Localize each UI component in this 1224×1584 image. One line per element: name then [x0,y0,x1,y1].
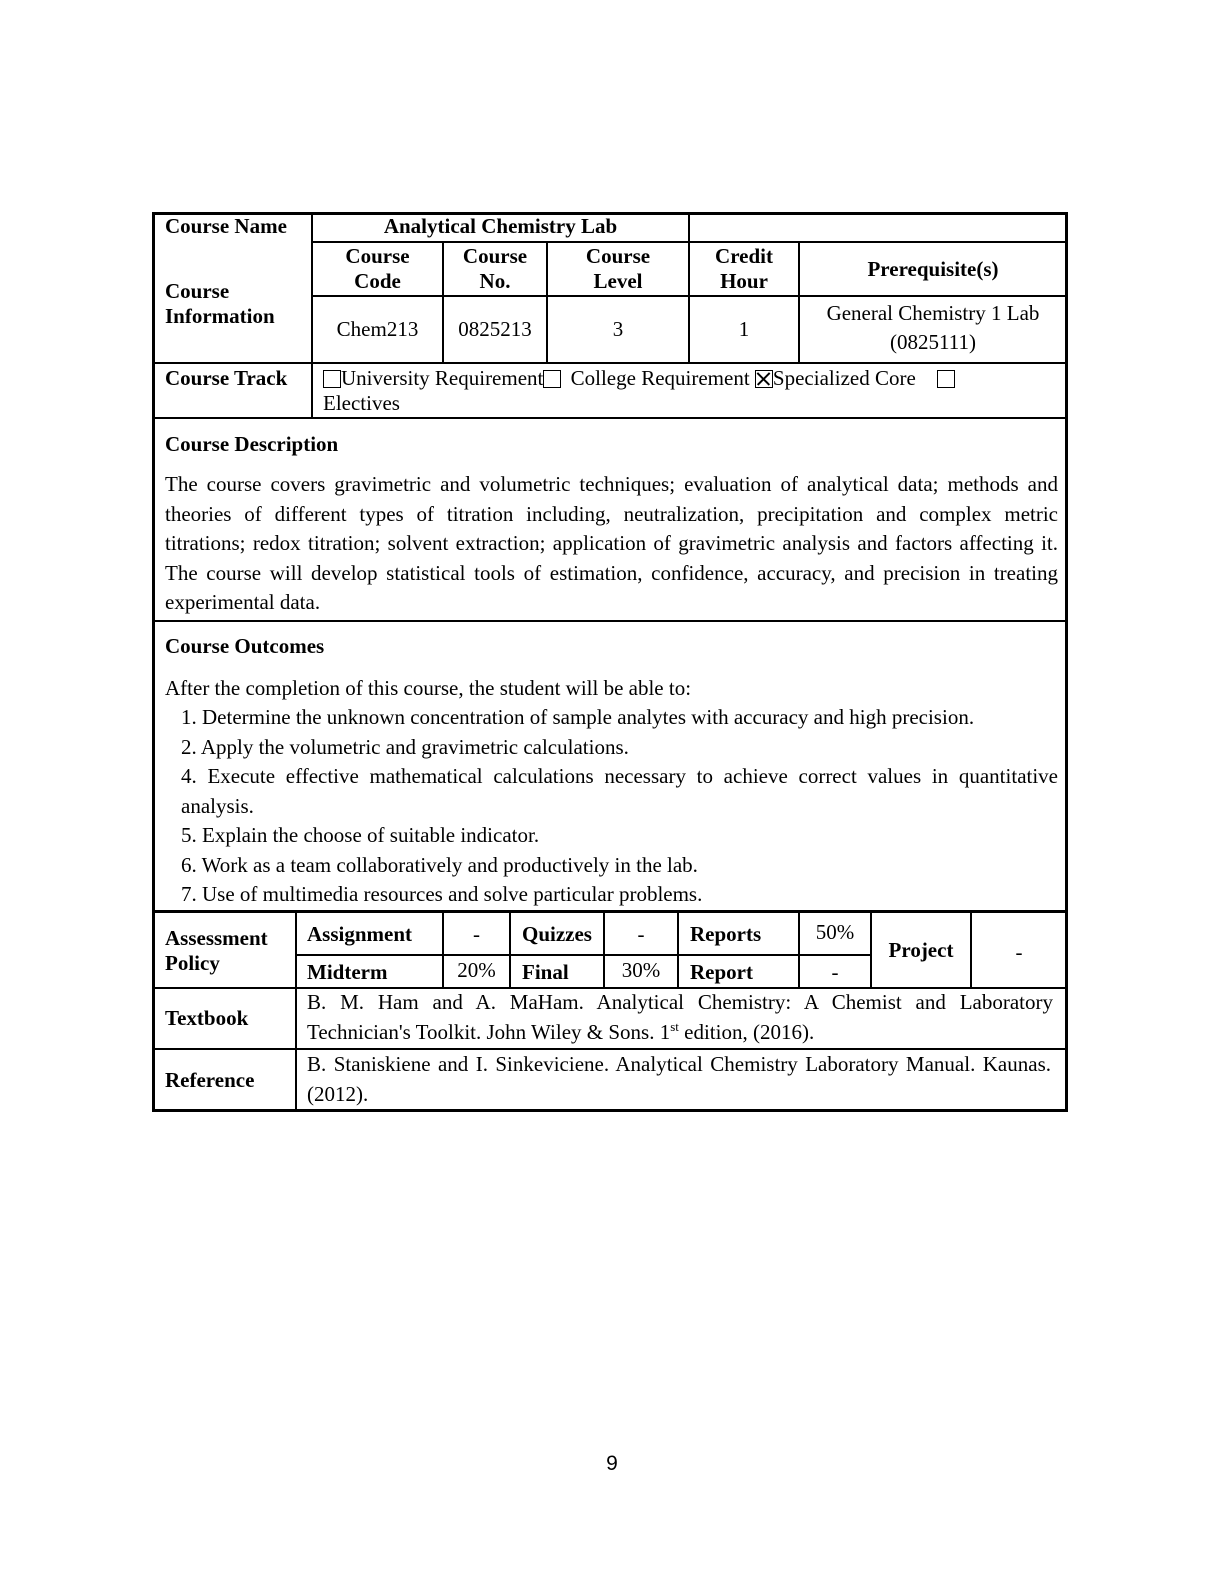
outcome-item: 5. Explain the choose of suitable indicator. [181,823,540,847]
credit-hour-value: 1 [738,317,750,341]
quizzes-label: Quizzes [522,922,592,946]
prerequisites-header: Prerequisite(s) [867,257,999,281]
reference-label: Reference [165,1068,255,1092]
report-label: Report [690,960,753,984]
divider [152,362,1068,364]
college-requirement-checkbox[interactable] [543,370,561,388]
description-text: The course covers gravimetric and volumetric techniques; evaluation of analytical data; methods and theories of different types of titration including, neutralization, precipitation and complex metric titrations; redox titration; solvent extraction; application of gravimetric analysis and factors affecting it. The course will develop statistical tools of estimation, confidence, accuracy, and precision in treating experimental data. [165,472,1058,614]
outcome-item: 4. Execute effective mathematical calculations necessary to achieve correct values in quantitative analysis. [181,764,1058,818]
assignment-value: - [473,922,480,946]
assessment-label: Assessment Policy [165,926,268,976]
divider [677,911,679,988]
electives-label: Electives [323,391,400,415]
university-requirement-label: University Requirement [341,366,544,390]
electives-checkbox[interactable] [937,370,955,388]
outcome-item: 2. Apply the volumetric and gravimetric calculations. [181,734,629,759]
credit-hour-header: Credit Hour [715,244,773,294]
report-value: - [831,960,839,984]
course-info-label: Course Information [165,279,275,329]
outcomes-list [181,703,1058,910]
assignment-label: Assignment [307,922,413,946]
divider [295,954,872,956]
university-requirement-checkbox[interactable] [323,370,341,388]
reference-text: B. Staniskiene and I. Sinkeviciene. Analytical Chemistry Laboratory Manual. Kaunas. (2012). [307,1052,1051,1106]
outcome-item: 7. Use of multimedia resources and solve particular problems. [181,882,703,906]
divider [312,241,1068,243]
textbook-label: Textbook [165,1006,249,1030]
divider [152,417,1068,419]
divider [509,911,511,988]
outcome-item: 6. Work as a team collaboratively and productively in the lab. [181,852,698,877]
course-code-header: Course Code [345,244,410,294]
course-track-options [323,366,955,391]
course-code-value: Chem213 [336,317,419,341]
outcome-item: 1. Determine the unknown concentration of sample analytes with accuracy and high precision. [181,705,975,729]
college-requirement-label: College Requirement [570,366,750,390]
divider [152,620,1068,622]
course-no-value: 0825213 [458,317,532,341]
course-name-value: Analytical Chemistry Lab [383,214,618,238]
page-number: 9 [606,1452,618,1475]
divider [311,212,313,418]
divider [312,295,1068,297]
course-track-label: Course Track [165,366,288,390]
divider [152,910,1068,913]
midterm-label: Midterm [307,960,388,984]
course-no-header: Course No. [462,244,528,294]
final-value: 30% [621,958,661,982]
reports-label: Reports [690,922,762,946]
outcomes-intro: After the completion of this course, the student will be able to: [165,676,692,700]
prerequisites-value: General Chemistry 1 Lab (0825111) [826,301,1040,354]
midterm-value: 20% [457,958,496,982]
course-level-header: Course Level [585,244,651,294]
course-level-value: 3 [612,317,624,341]
project-label: Project [888,938,954,962]
outcomes-heading: Course Outcomes [165,634,325,658]
final-label: Final [522,960,569,984]
divider [295,911,297,1111]
project-value: - [1015,940,1023,964]
description-heading: Course Description [165,432,339,456]
quizzes-value: - [637,922,645,946]
specialized-core-checkbox[interactable] [755,370,773,388]
reports-value: 50% [815,920,855,944]
specialized-core-label: Specialized Core [772,366,916,390]
course-name-label: Course Name [165,214,287,238]
textbook-text: B. M. Ham and A. MaHam. Analytical Chemistry: A Chemist and Laboratory Technician's Toolkit. John Wiley & Sons. 1st edition, (2016). [307,990,1053,1044]
